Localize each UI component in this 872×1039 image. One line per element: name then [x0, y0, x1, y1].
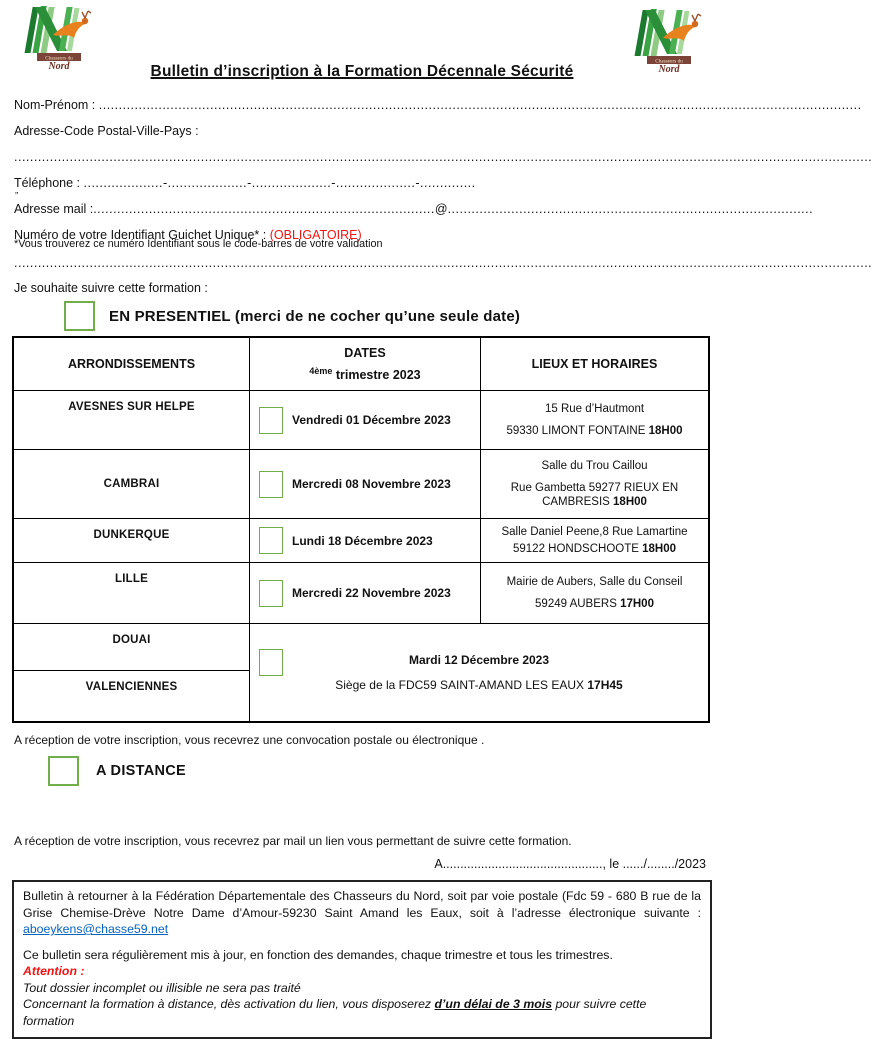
horaire: 17H45 [587, 678, 623, 692]
mail-label: Adresse mail : [14, 202, 94, 216]
delai-note [23, 996, 701, 1029]
telephone-dotline: ....................-....................-....................-....................-.............. [83, 176, 476, 190]
distance-label: A DISTANCE [96, 763, 186, 779]
delai-note-start: Concernant la formation à distance, dès activation du lien, vous disposerez [23, 997, 435, 1011]
mail-lien-text: A réception de votre inscription, vous recevrez par mail un lien vous permettant de suivre cette formation. [14, 834, 572, 848]
header-lieux: LIEUX ET HORAIRES [481, 338, 708, 391]
date-checkbox-cambrai[interactable] [259, 471, 283, 498]
lieu-line: Salle Daniel Peene,8 Rue Lamartine [501, 526, 688, 538]
chasseurs-du-nord-logo [15, 5, 99, 71]
guichet-dotline: ........................................................................................................................................................................................................................ [14, 256, 872, 270]
adresse-label: Adresse-Code Postal-Ville-Pays : [14, 124, 199, 138]
lieu-line: Mairie de Aubers, Salle du Conseil [506, 576, 683, 588]
row-dunkerque-date [250, 519, 481, 563]
date-label: Mercredi 08 Novembre 2023 [292, 477, 451, 491]
stray-mark: ” [15, 191, 19, 202]
presentiel-row [64, 300, 710, 332]
row-lille-lieu [481, 563, 708, 624]
date-label: Lundi 18 Décembre 2023 [292, 533, 433, 548]
delai-bold: d’un délai de 3 mois [434, 997, 553, 1011]
date-label: Mercredi 22 Novembre 2023 [292, 586, 451, 600]
convocation-text: A réception de votre inscription, vous recevrez une convocation postale ou électronique . [14, 733, 485, 747]
mail-dotline-left: ...................................................................................... [93, 202, 435, 216]
field-adresse-label [14, 122, 710, 140]
nom-prenom-label: Nom-Prénom : [14, 98, 96, 112]
row-douai-arrondissement: DOUAI [14, 624, 250, 671]
obligatoire-flag: (OBLIGATOIRE) [269, 228, 362, 242]
merged-session-cell [250, 624, 708, 721]
horaire: 18H00 [642, 543, 676, 555]
lieu-line: Rue Gambetta 59277 RIEUX EN CAMBRESIS [510, 482, 679, 508]
row-dunkerque-arrondissement: DUNKERQUE [14, 519, 250, 563]
field-mail [14, 200, 814, 218]
presentiel-checkbox[interactable] [64, 301, 95, 331]
row-avesnes-arrondissement: AVESNES SUR HELPE [14, 391, 250, 450]
date-checkbox-lille[interactable] [259, 580, 283, 607]
sessions-table [12, 336, 710, 723]
lieu-line: 59330 LIMONT FONTAINE [506, 425, 646, 437]
logo-big-text: Nord [48, 61, 70, 72]
lieu-line: 15 Rue d’Hautmont [544, 403, 645, 415]
date-checkbox-douai-valenciennes[interactable] [259, 649, 283, 676]
dates-sup: 4ème [309, 365, 333, 376]
logo-small-text: Chasseurs du [655, 58, 683, 65]
guichet-label: Numéro de votre Identifiant Guichet Unique* : [14, 228, 267, 242]
row-avesnes-date [250, 391, 481, 450]
distance-checkbox[interactable] [48, 756, 79, 786]
update-note: Ce bulletin sera régulièrement mis à jour, en fonction des demandes, chaque trimestre et tous les trimestres. [23, 947, 613, 962]
row-lille-date [250, 563, 481, 624]
row-avesnes-lieu [481, 391, 708, 450]
dates-title: DATES [344, 345, 386, 360]
chasseurs-du-nord-logo [625, 8, 709, 74]
return-instructions [23, 888, 701, 938]
return-instructions-box [12, 880, 712, 1039]
souhaite-text: Je souhaite suivre cette formation : [14, 281, 208, 295]
deer-swoosh [53, 22, 87, 38]
row-dunkerque-lieu [481, 519, 708, 563]
header-arrondissements: ARRONDISSEMENTS [14, 338, 250, 391]
horaire: 18H00 [613, 496, 647, 508]
row-cambrai-lieu [481, 450, 708, 519]
lieu-line: 59122 HONDSCHOOTE [513, 543, 639, 555]
return-instructions-text: Bulletin à retourner à la Fédération Départementale des Chasseurs du Nord, soit par voie postale (Fdc 59 - 680 B rue de la Grise Chemise-Drève Notre Dame d’Amour-59230 Saint Amand les Eaux, soit à l’adresse électronique suivante : [23, 889, 701, 920]
horaire: 18H00 [648, 425, 683, 437]
guichet-footnote: *Vous trouverez ce numéro Identifiant sous le code-barres de votre validation [14, 238, 383, 250]
signature-line: A.............................................., le ....../......../2023 [434, 857, 706, 871]
row-valenciennes-arrondissement: VALENCIENNES [14, 671, 250, 721]
date-checkbox-avesnes[interactable] [259, 407, 283, 434]
horaire: 17H00 [620, 598, 654, 610]
date-label: Vendredi 01 Décembre 2023 [292, 413, 451, 427]
field-telephone [14, 174, 710, 192]
row-lille-arrondissement: LILLE [14, 563, 250, 624]
incomplete-note: Tout dossier incomplet ou illisible ne sera pas traité [23, 980, 301, 995]
lieu-line: 59249 AUBERS [535, 598, 617, 610]
distance-row [48, 755, 724, 787]
row-cambrai-arrondissement: CAMBRAI [14, 450, 250, 519]
identity-fields [14, 96, 872, 332]
row-cambrai-date [250, 450, 481, 519]
field-adresse-dotline: ........................................................................................................................................................................................................................ [14, 150, 872, 164]
field-nom-prenom [14, 96, 862, 114]
nom-prenom-dotline: ................................................................................................................................................................................................ [98, 98, 862, 112]
logo-small-text: Chasseurs du [45, 55, 73, 62]
dates-rest: trimestre 2023 [335, 368, 421, 383]
telephone-label: Téléphone : [14, 176, 81, 190]
lieu-line: Siège de la FDC59 SAINT-AMAND LES EAUX [335, 678, 585, 692]
email-link[interactable]: aboeykens@chasse59.net [23, 922, 169, 936]
delai-note-end: pour suivre cette formation [23, 997, 647, 1028]
header-dates [250, 338, 481, 391]
at-sign: @ [434, 202, 448, 216]
mail-dotline-right: ............................................................................................ [447, 202, 814, 216]
date-label: Mardi 12 Décembre 2023 [408, 653, 550, 667]
deer-swoosh [663, 25, 697, 41]
date-checkbox-dunkerque[interactable] [259, 527, 283, 554]
logo-big-text: Nord [658, 64, 680, 75]
attention-label: Attention : [23, 964, 85, 978]
form-title: Bulletin d’inscription à la Formation Décennale Sécurité [150, 63, 574, 80]
lieu-line: Salle du Trou Caillou [541, 460, 648, 472]
presentiel-label: EN PRESENTIEL (merci de ne cocher qu’une seule date) [109, 307, 521, 325]
